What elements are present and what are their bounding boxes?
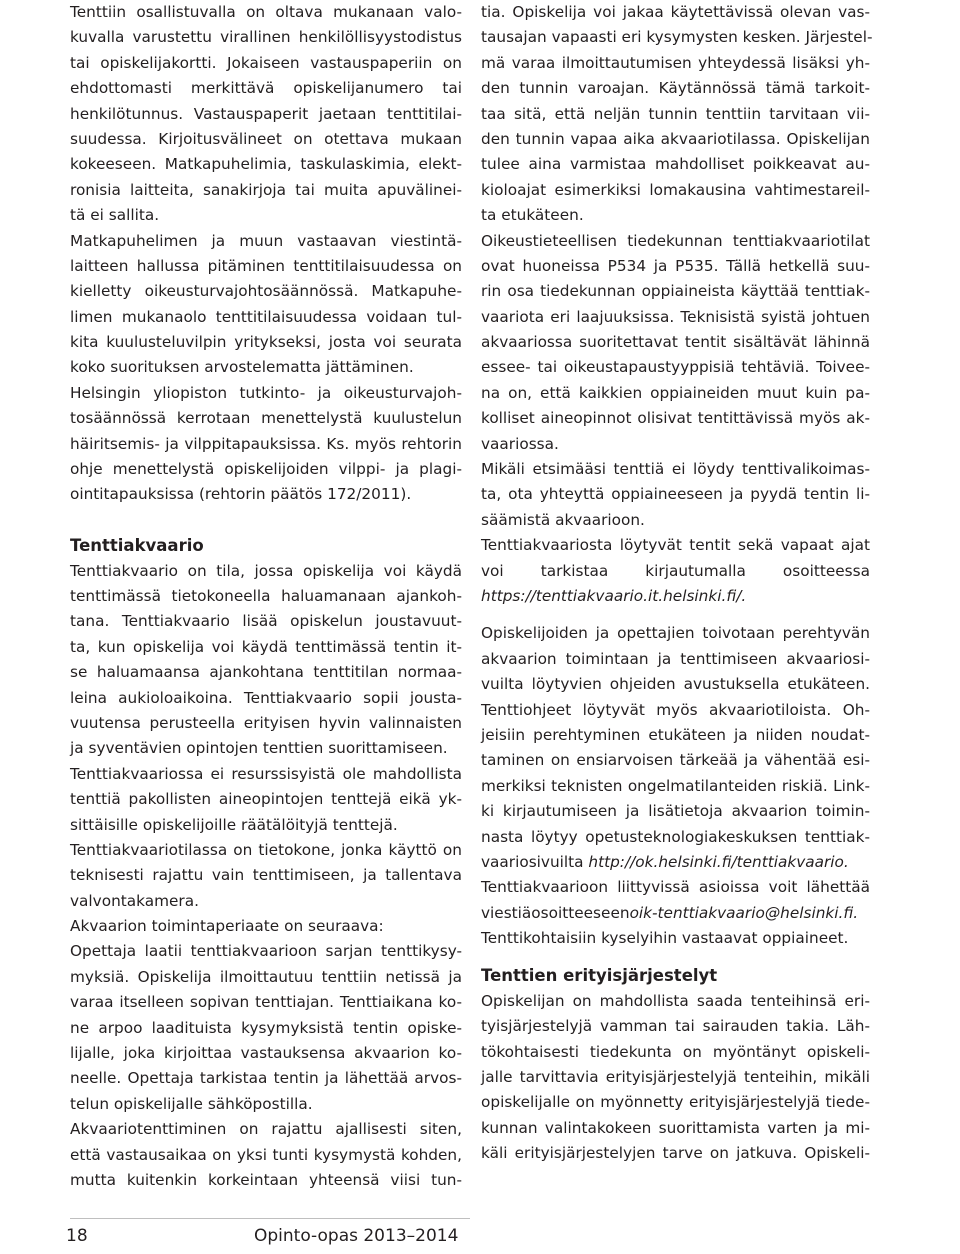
paragraph-check-exams bbox=[481, 533, 870, 609]
paragraph-line: tana. Tenttiakvaario lisää opiskelun joustavuut- bbox=[70, 612, 462, 631]
paragraph-aquarium-intro bbox=[70, 559, 462, 762]
paragraph-aquarium-limits bbox=[70, 762, 462, 838]
paragraph-line: merkiksi teknisten ongelmatilanteiden riskiä. Link- bbox=[481, 776, 870, 795]
spacer bbox=[481, 609, 870, 621]
paragraph-exam-requirements bbox=[70, 0, 462, 229]
paragraph-line: taminen on ensiarvoisen tärkeää ja vähentää esi- bbox=[481, 751, 870, 770]
paragraph-line: tai opiskelijakortti. Jokaiseen vastauspaperiin on bbox=[70, 53, 462, 72]
paragraph-line: mä varaa ilmoittautumisen yhteydessä lisäksi yh- bbox=[481, 53, 870, 72]
paragraph-time-continued bbox=[481, 0, 873, 229]
section-heading-tenttiakvaario: Tenttiakvaario bbox=[70, 536, 204, 556]
paragraph-line: ne arpoo laadituista kysymyksistä tentin opiske- bbox=[70, 1018, 462, 1037]
paragraph-line: kielletty oikeusturvajohtosäännössä. Matkapuhe- bbox=[70, 282, 462, 301]
paragraph-line: nasta löytyy opetusteknologiakeskuksen tenttiak- bbox=[481, 827, 870, 846]
paragraph-line: Opiskelijoiden ja opettajien toivotaan perehtyvän bbox=[481, 624, 870, 643]
paragraph-line: tia. Opiskelija voi jakaa käytettävissä olevan vas- bbox=[481, 3, 870, 21]
paragraph-orientation bbox=[481, 621, 870, 875]
paragraph-line: kunnan valintakokeen suorittamista varten ja mi- bbox=[481, 1118, 870, 1137]
paragraph-line: henkilötunnus. Vastauspaperit jaetaan tenttitilai- bbox=[70, 104, 462, 123]
paragraph-line: vaariossa. bbox=[481, 434, 559, 453]
paragraph-line: ja syventävien opintojen tenttien suorittamiseen. bbox=[70, 739, 448, 758]
paragraph-line: suudessa. Kirjoitusvälineet on otettava mukaan bbox=[70, 129, 462, 148]
paragraph-line: taa sitä, että neljän tunnin tenttiin tarvitaan vii- bbox=[481, 104, 870, 123]
paragraph-line: Tenttiohjeet löytyvät myös akvaariotiloista. Oh- bbox=[481, 700, 870, 719]
paragraph-line: neelle. Opettaja tarkistaa tentin ja lähettää arvos- bbox=[70, 1069, 462, 1088]
paragraph-cheating-rules bbox=[70, 381, 462, 508]
paragraph-line: Opettaja laatii tenttiakvaarioon sarjan tenttikysy- bbox=[70, 942, 462, 961]
paragraph-line: Akvaarion toimintaperiaate on seuraava: bbox=[70, 917, 384, 936]
paragraph-line: tenttimässä tietokoneella haluamanaan ajankoh- bbox=[70, 586, 462, 605]
paragraph-line: Helsingin yliopiston tutkinto- ja oikeusturvajoh- bbox=[70, 383, 462, 402]
paragraph-line: Tenttiin osallistuvalla on oltava mukanaan valo- bbox=[70, 3, 462, 21]
paragraph-line: häiritsemis- ja vilppitapauksissa. Ks. myös rehtorin bbox=[70, 434, 462, 453]
tenttiakvaario-link: https://tenttiakvaario.it.helsinki.fi/. bbox=[481, 586, 747, 605]
paragraph-line: että vastausaikaa on yksi tunti kysymystä kohden, bbox=[70, 1145, 462, 1164]
paragraph-line: kioloajat esimerkiksi lomakausina vahtimestareil- bbox=[481, 180, 870, 199]
paragraph-time-limits bbox=[70, 1117, 462, 1193]
paragraph-line: limen mukanaolo tenttitilaisuudessa voidaan tul- bbox=[70, 307, 462, 326]
paragraph-line: tökohtaisesti tiedekunta on myöntänyt opiskeli- bbox=[481, 1042, 870, 1061]
paragraph-line: ta, ota yhteyttä oppiaineeseen ja pyydä tentin li- bbox=[481, 485, 870, 504]
paragraph-line: ehdottomasti merkittävä opiskelijanumero tai bbox=[70, 79, 462, 98]
paragraph-line: Tenttiakvaario on tila, jossa opiskelija voi käydä bbox=[70, 561, 462, 580]
paragraph-line: ointitapauksissa (rehtorin päätös 172/2011). bbox=[70, 485, 412, 504]
email-line bbox=[481, 901, 870, 926]
footer-rule bbox=[70, 1218, 470, 1219]
tenttiakvaario-url-line bbox=[481, 584, 870, 609]
paragraph-line: tä ei sallita. bbox=[70, 206, 160, 225]
paragraph-line: voi tarkistaa kirjautumalla osoitteessa bbox=[481, 561, 870, 580]
paragraph-line: ovat huoneissa P534 ja P535. Tällä hetkellä suu- bbox=[481, 256, 870, 275]
paragraph-line: Matkapuhelimen ja muun vastaavan viestintä- bbox=[70, 231, 462, 250]
paragraph-procedure bbox=[70, 939, 462, 1117]
paragraph-line-prefix: vaariosivuilta bbox=[481, 852, 589, 871]
paragraph-line: tyisjärjestelyjä vamman tai sairauden takia. Läh- bbox=[481, 1017, 870, 1036]
paragraph-line: vuilta löytyvien ohjeiden avustuksella etukäteen. bbox=[481, 675, 870, 694]
paragraph-line: vuutensa perusteella erityisen hyvin valinnaisten bbox=[70, 713, 462, 732]
paragraph-line: akvaarion toimintaan ja tenttimiseen akvaariosi- bbox=[481, 649, 870, 668]
paragraph-line: jeisiin perehtyminen etukäteen ja niiden noudat- bbox=[481, 725, 870, 744]
paragraph-line-prefix: viestiäosoitteeseen bbox=[481, 903, 630, 922]
paragraph-line: kokeeseen. Matkapuhelimia, taskulaskimia, elekt- bbox=[70, 155, 462, 174]
paragraph-line: Tenttikohtaisiin kyselyihin vastaavat oppiaineet. bbox=[481, 929, 849, 948]
paragraph-line: Opiskelijan on mahdollista saada tenteihinsä eri- bbox=[481, 991, 870, 1010]
paragraph-line: käli erityisjärjestelyjen tarve on jatkuva. Opiskeli- bbox=[481, 1144, 870, 1163]
paragraph-line: tulee aina varmistaa mahdolliset poikkeavat au- bbox=[481, 155, 870, 174]
page-footer bbox=[0, 1218, 960, 1254]
paragraph-line: ta, kun opiskelija voi käydä tenttimässä tentin it- bbox=[70, 637, 462, 656]
section-heading-special-arrangements: Tenttien erityisjärjestelyt bbox=[481, 966, 718, 986]
paragraph-line: leina aukioloaikoina. Tenttiakvaario sopii jousta- bbox=[70, 688, 462, 707]
ok-url-line bbox=[481, 850, 870, 875]
paragraph-line: vaariota eri laajuuksissa. Teknisistä syistä johtuen bbox=[481, 307, 870, 326]
paragraph-line: rin osa tiedekunnan oppiaineista käyttää tenttiak- bbox=[481, 282, 870, 301]
paragraph-line: akvaariossa suoritettavat tentit sisältävät lähinnä bbox=[481, 333, 870, 352]
paragraph-line: ronisia laitteita, sanakirjoja tai muita apuvälinei- bbox=[70, 180, 462, 199]
paragraph-line: valvontakamera. bbox=[70, 891, 199, 910]
paragraph-line: jalle tarvittavia erityisjärjestelyjä tenteihin, mikäli bbox=[481, 1068, 870, 1087]
paragraph-missing-exam bbox=[481, 457, 870, 533]
ok-helsinki-link: http://ok.helsinki.fi/tenttiakvaario. bbox=[588, 852, 849, 871]
paragraph-special-arrangements bbox=[481, 989, 870, 1167]
paragraph-line: laitteen hallussa pitäminen tenttitilaisuudessa on bbox=[70, 256, 462, 275]
paragraph-contact bbox=[481, 875, 870, 951]
page-number: 18 bbox=[66, 1226, 88, 1246]
publication-title: Opinto-opas 2013–2014 bbox=[254, 1226, 459, 1246]
paragraph-line: ohje menettelystä opiskelijoiden vilppi- ja plagi- bbox=[70, 460, 462, 479]
paragraph-line: na on, että kaikkien oppiaineiden muut kuin pa- bbox=[481, 383, 870, 402]
spacer bbox=[481, 951, 870, 963]
paragraph-line: tosäännössä kerrotaan menettelystä kuulustelun bbox=[70, 409, 462, 428]
paragraph-phone-ban bbox=[70, 229, 462, 381]
paragraph-line: ta etukäteen. bbox=[481, 206, 584, 225]
paragraph-line: Tenttiakvaariotilassa on tietokone, jonka käyttö on bbox=[70, 840, 462, 859]
paragraph-line: kuvalla varustettu virallinen henkilöllisyystodistus bbox=[70, 28, 462, 47]
contact-email: oik-tenttiakvaario@helsinki.fi. bbox=[629, 903, 859, 922]
paragraph-line: ki kirjautumiseen ja lisätietoja akvaarion toimin- bbox=[481, 802, 870, 821]
right-column bbox=[481, 0, 873, 1167]
paragraph-line: varaa itselleen sopivan tenttiajan. Tenttiaikana ko- bbox=[70, 993, 462, 1012]
paragraph-line: opiskelijalle on myönnetty erityisjärjestelyjä tiede- bbox=[481, 1093, 870, 1112]
paragraph-aquarium-room bbox=[70, 838, 462, 914]
paragraph-line: den tunnin vapaa aika akvaariotilassa. Opiskelijan bbox=[481, 129, 870, 148]
paragraph-line: sittäisille opiskelijoille räätälöityjä tenttejä. bbox=[70, 815, 398, 834]
paragraph-line: mutta kuitenkin korkeintaan yhteensä viisi tun- bbox=[70, 1170, 462, 1189]
paragraph-line: teknisesti rajattu vain tenttimiseen, ja tallentava bbox=[70, 866, 462, 885]
spacer bbox=[70, 508, 462, 533]
paragraph-line: tenttiä pakollisten aineopintojen tenttejä eikä yk- bbox=[70, 790, 462, 809]
paragraph-line: den tunnin varoajan. Käytännössä tämä tarkoit- bbox=[481, 79, 870, 98]
paragraph-line: koko suorituksen arvostelematta jättäminen. bbox=[70, 358, 414, 377]
paragraph-line: Oikeustieteellisen tiedekunnan tenttiakvaariotilat bbox=[481, 231, 870, 250]
paragraph-line: säämistä akvaarioon. bbox=[481, 510, 645, 529]
paragraph-line: Mikäli etsimääsi tenttiä ei löydy tenttivalikoimas- bbox=[481, 460, 870, 479]
paragraph-line: tausajan vapaasti eri kysymysten kesken. Järjestel- bbox=[481, 28, 873, 47]
paragraph-line: myksiä. Opiskelija ilmoittautuu tenttiin netissä ja bbox=[70, 967, 462, 986]
paragraph-line: kita kuulusteluvilpin yritykseksi, josta voi seurata bbox=[70, 333, 462, 352]
paragraph-line: se haluamaansa ajankohtana tenttitilan normaa- bbox=[70, 663, 462, 682]
paragraph-principle bbox=[70, 914, 462, 939]
paragraph-line: lijalle, joka kirjoittaa vastauksensa akvaarion ko- bbox=[70, 1044, 462, 1063]
paragraph-line: essee- tai oikeustapaustyyppisiä tehtäviä. Toivee- bbox=[481, 358, 870, 377]
paragraph-line: Akvaariotenttiminen on rajattu ajallisesti siten, bbox=[70, 1120, 462, 1139]
paragraph-line: Tenttiakvaariossa ei resurssisyistä ole mahdollista bbox=[70, 764, 462, 783]
paragraph-line: kolliset aineopinnot olisivat tentittävissä myös ak- bbox=[481, 409, 870, 428]
paragraph-line: telun opiskelijalle sähköpostilla. bbox=[70, 1094, 313, 1113]
paragraph-line: Tenttiakvaariosta löytyvät tentit sekä vapaat ajat bbox=[481, 536, 870, 555]
paragraph-line: Tenttiakvaarioon liittyvissä asioissa voit lähettää bbox=[481, 878, 870, 897]
paragraph-rooms bbox=[481, 229, 870, 458]
left-column bbox=[70, 0, 462, 1193]
